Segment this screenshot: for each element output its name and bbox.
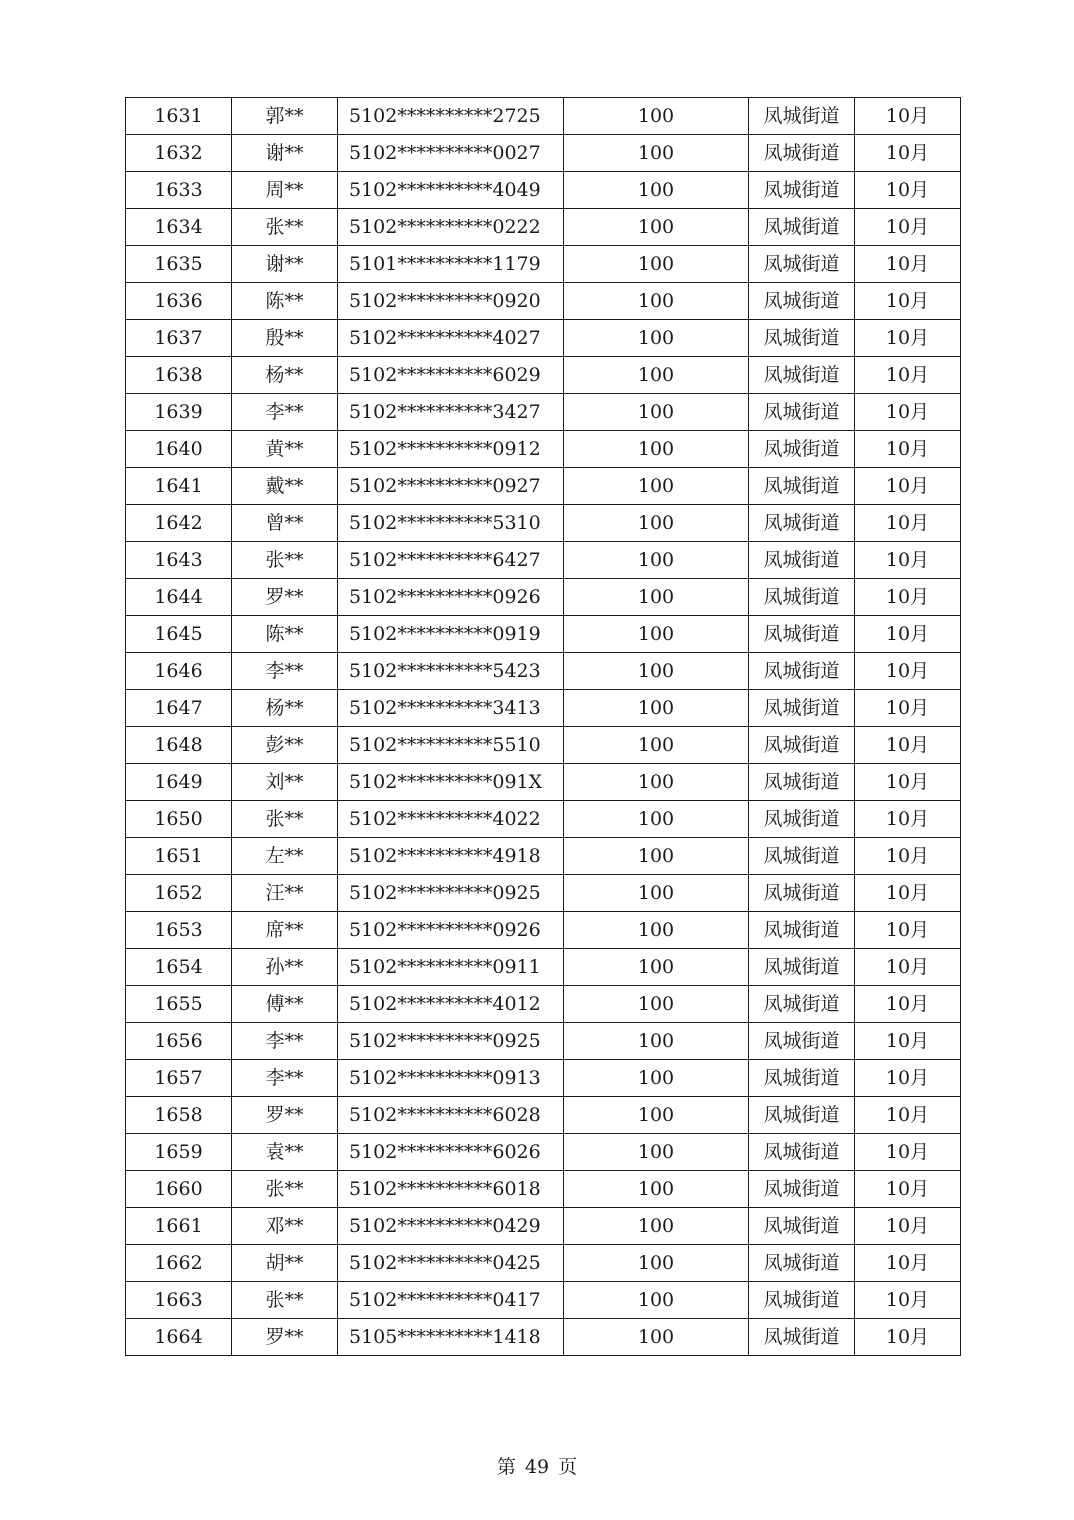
street-cell: 凤城街道 bbox=[749, 542, 855, 579]
table-row bbox=[126, 172, 961, 209]
name-cell: 席** bbox=[232, 912, 338, 949]
row-number-cell: 1632 bbox=[126, 135, 232, 172]
month-cell: 10月 bbox=[855, 209, 961, 246]
amount-cell: 100 bbox=[564, 1208, 749, 1245]
amount-cell: 100 bbox=[564, 801, 749, 838]
month-cell: 10月 bbox=[855, 949, 961, 986]
id-number-cell: 5102**********5510 bbox=[338, 727, 564, 764]
row-number-cell: 1636 bbox=[126, 283, 232, 320]
table-row bbox=[126, 653, 961, 690]
month-cell: 10月 bbox=[855, 468, 961, 505]
amount-cell: 100 bbox=[564, 468, 749, 505]
amount-cell: 100 bbox=[564, 949, 749, 986]
month-cell: 10月 bbox=[855, 283, 961, 320]
table-row bbox=[126, 246, 961, 283]
row-number-cell: 1648 bbox=[126, 727, 232, 764]
id-number-cell: 5102**********5423 bbox=[338, 653, 564, 690]
amount-cell: 100 bbox=[564, 875, 749, 912]
row-number-cell: 1640 bbox=[126, 431, 232, 468]
amount-cell: 100 bbox=[564, 394, 749, 431]
row-number-cell: 1659 bbox=[126, 1134, 232, 1171]
row-number-cell: 1660 bbox=[126, 1171, 232, 1208]
street-cell: 凤城街道 bbox=[749, 653, 855, 690]
table-row bbox=[126, 801, 961, 838]
row-number-cell: 1661 bbox=[126, 1208, 232, 1245]
street-cell: 凤城街道 bbox=[749, 1097, 855, 1134]
street-cell: 凤城街道 bbox=[749, 616, 855, 653]
name-cell: 陈** bbox=[232, 283, 338, 320]
street-cell: 凤城街道 bbox=[749, 912, 855, 949]
street-cell: 凤城街道 bbox=[749, 431, 855, 468]
id-number-cell: 5105**********1418 bbox=[338, 1319, 564, 1356]
name-cell: 彭** bbox=[232, 727, 338, 764]
street-cell: 凤城街道 bbox=[749, 172, 855, 209]
month-cell: 10月 bbox=[855, 875, 961, 912]
month-cell: 10月 bbox=[855, 579, 961, 616]
id-number-cell: 5102**********4027 bbox=[338, 320, 564, 357]
month-cell: 10月 bbox=[855, 172, 961, 209]
row-number-cell: 1655 bbox=[126, 986, 232, 1023]
id-number-cell: 5102**********0925 bbox=[338, 875, 564, 912]
page-number-prefix: 第 bbox=[496, 1456, 516, 1478]
row-number-cell: 1664 bbox=[126, 1319, 232, 1356]
table-row bbox=[126, 394, 961, 431]
row-number-cell: 1656 bbox=[126, 1023, 232, 1060]
row-number-cell: 1658 bbox=[126, 1097, 232, 1134]
amount-cell: 100 bbox=[564, 246, 749, 283]
amount-cell: 100 bbox=[564, 283, 749, 320]
name-cell: 袁** bbox=[232, 1134, 338, 1171]
street-cell: 凤城街道 bbox=[749, 283, 855, 320]
amount-cell: 100 bbox=[564, 912, 749, 949]
month-cell: 10月 bbox=[855, 1208, 961, 1245]
row-number-cell: 1635 bbox=[126, 246, 232, 283]
name-cell: 张** bbox=[232, 1171, 338, 1208]
id-number-cell: 5102**********0925 bbox=[338, 1023, 564, 1060]
row-number-cell: 1643 bbox=[126, 542, 232, 579]
id-number-cell: 5102**********0926 bbox=[338, 912, 564, 949]
row-number-cell: 1653 bbox=[126, 912, 232, 949]
month-cell: 10月 bbox=[855, 431, 961, 468]
name-cell: 李** bbox=[232, 653, 338, 690]
name-cell: 左** bbox=[232, 838, 338, 875]
street-cell: 凤城街道 bbox=[749, 1245, 855, 1282]
id-number-cell: 5102**********0417 bbox=[338, 1282, 564, 1319]
street-cell: 凤城街道 bbox=[749, 690, 855, 727]
table-row bbox=[126, 616, 961, 653]
month-cell: 10月 bbox=[855, 912, 961, 949]
street-cell: 凤城街道 bbox=[749, 838, 855, 875]
row-number-cell: 1633 bbox=[126, 172, 232, 209]
table-row bbox=[126, 1245, 961, 1282]
street-cell: 凤城街道 bbox=[749, 98, 855, 135]
amount-cell: 100 bbox=[564, 1097, 749, 1134]
table-row bbox=[126, 727, 961, 764]
street-cell: 凤城街道 bbox=[749, 764, 855, 801]
name-cell: 孙** bbox=[232, 949, 338, 986]
roster-table bbox=[125, 97, 961, 1356]
amount-cell: 100 bbox=[564, 986, 749, 1023]
month-cell: 10月 bbox=[855, 727, 961, 764]
name-cell: 李** bbox=[232, 1023, 338, 1060]
month-cell: 10月 bbox=[855, 1134, 961, 1171]
amount-cell: 100 bbox=[564, 431, 749, 468]
name-cell: 李** bbox=[232, 1060, 338, 1097]
month-cell: 10月 bbox=[855, 135, 961, 172]
table-row bbox=[126, 1282, 961, 1319]
row-number-cell: 1645 bbox=[126, 616, 232, 653]
name-cell: 张** bbox=[232, 801, 338, 838]
month-cell: 10月 bbox=[855, 1245, 961, 1282]
amount-cell: 100 bbox=[564, 135, 749, 172]
name-cell: 罗** bbox=[232, 1097, 338, 1134]
month-cell: 10月 bbox=[855, 394, 961, 431]
row-number-cell: 1637 bbox=[126, 320, 232, 357]
id-number-cell: 5102**********2725 bbox=[338, 98, 564, 135]
street-cell: 凤城街道 bbox=[749, 394, 855, 431]
month-cell: 10月 bbox=[855, 764, 961, 801]
month-cell: 10月 bbox=[855, 320, 961, 357]
table-row bbox=[126, 1023, 961, 1060]
amount-cell: 100 bbox=[564, 764, 749, 801]
id-number-cell: 5102**********0920 bbox=[338, 283, 564, 320]
street-cell: 凤城街道 bbox=[749, 468, 855, 505]
name-cell: 谢** bbox=[232, 135, 338, 172]
row-number-cell: 1634 bbox=[126, 209, 232, 246]
street-cell: 凤城街道 bbox=[749, 949, 855, 986]
month-cell: 10月 bbox=[855, 690, 961, 727]
table-row bbox=[126, 468, 961, 505]
table-row bbox=[126, 542, 961, 579]
table-row bbox=[126, 357, 961, 394]
street-cell: 凤城街道 bbox=[749, 1134, 855, 1171]
id-number-cell: 5102**********0429 bbox=[338, 1208, 564, 1245]
amount-cell: 100 bbox=[564, 1060, 749, 1097]
street-cell: 凤城街道 bbox=[749, 209, 855, 246]
amount-cell: 100 bbox=[564, 1023, 749, 1060]
street-cell: 凤城街道 bbox=[749, 875, 855, 912]
street-cell: 凤城街道 bbox=[749, 357, 855, 394]
month-cell: 10月 bbox=[855, 1060, 961, 1097]
table-row bbox=[126, 1134, 961, 1171]
month-cell: 10月 bbox=[855, 505, 961, 542]
table-row bbox=[126, 98, 961, 135]
id-number-cell: 5102**********6427 bbox=[338, 542, 564, 579]
amount-cell: 100 bbox=[564, 1245, 749, 1282]
name-cell: 胡** bbox=[232, 1245, 338, 1282]
page-number: 49 bbox=[524, 1456, 550, 1478]
table-row bbox=[126, 764, 961, 801]
row-number-cell: 1650 bbox=[126, 801, 232, 838]
id-number-cell: 5102**********5310 bbox=[338, 505, 564, 542]
month-cell: 10月 bbox=[855, 98, 961, 135]
table-row bbox=[126, 949, 961, 986]
amount-cell: 100 bbox=[564, 616, 749, 653]
table-row bbox=[126, 1319, 961, 1356]
id-number-cell: 5102**********0913 bbox=[338, 1060, 564, 1097]
id-number-cell: 5102**********4918 bbox=[338, 838, 564, 875]
street-cell: 凤城街道 bbox=[749, 1060, 855, 1097]
table-row bbox=[126, 505, 961, 542]
amount-cell: 100 bbox=[564, 320, 749, 357]
street-cell: 凤城街道 bbox=[749, 246, 855, 283]
street-cell: 凤城街道 bbox=[749, 320, 855, 357]
name-cell: 张** bbox=[232, 1282, 338, 1319]
page-footer bbox=[0, 1456, 1074, 1478]
id-number-cell: 5102**********0919 bbox=[338, 616, 564, 653]
amount-cell: 100 bbox=[564, 838, 749, 875]
row-number-cell: 1647 bbox=[126, 690, 232, 727]
table-row bbox=[126, 875, 961, 912]
id-number-cell: 5102**********0926 bbox=[338, 579, 564, 616]
street-cell: 凤城街道 bbox=[749, 986, 855, 1023]
table-row bbox=[126, 209, 961, 246]
row-number-cell: 1639 bbox=[126, 394, 232, 431]
month-cell: 10月 bbox=[855, 616, 961, 653]
amount-cell: 100 bbox=[564, 653, 749, 690]
street-cell: 凤城街道 bbox=[749, 1208, 855, 1245]
street-cell: 凤城街道 bbox=[749, 1282, 855, 1319]
month-cell: 10月 bbox=[855, 1171, 961, 1208]
street-cell: 凤城街道 bbox=[749, 1319, 855, 1356]
table-row bbox=[126, 838, 961, 875]
name-cell: 张** bbox=[232, 209, 338, 246]
name-cell: 曾** bbox=[232, 505, 338, 542]
id-number-cell: 5102**********0911 bbox=[338, 949, 564, 986]
table-row bbox=[126, 320, 961, 357]
name-cell: 罗** bbox=[232, 1319, 338, 1356]
name-cell: 戴** bbox=[232, 468, 338, 505]
amount-cell: 100 bbox=[564, 357, 749, 394]
id-number-cell: 5102**********4022 bbox=[338, 801, 564, 838]
id-number-cell: 5102**********0222 bbox=[338, 209, 564, 246]
row-number-cell: 1663 bbox=[126, 1282, 232, 1319]
table-row bbox=[126, 1097, 961, 1134]
table-row bbox=[126, 986, 961, 1023]
amount-cell: 100 bbox=[564, 579, 749, 616]
table-row bbox=[126, 1060, 961, 1097]
amount-cell: 100 bbox=[564, 1282, 749, 1319]
amount-cell: 100 bbox=[564, 505, 749, 542]
id-number-cell: 5102**********091X bbox=[338, 764, 564, 801]
street-cell: 凤城街道 bbox=[749, 1023, 855, 1060]
street-cell: 凤城街道 bbox=[749, 579, 855, 616]
id-number-cell: 5102**********0927 bbox=[338, 468, 564, 505]
month-cell: 10月 bbox=[855, 986, 961, 1023]
row-number-cell: 1662 bbox=[126, 1245, 232, 1282]
table-row bbox=[126, 135, 961, 172]
name-cell: 张** bbox=[232, 542, 338, 579]
row-number-cell: 1649 bbox=[126, 764, 232, 801]
row-number-cell: 1644 bbox=[126, 579, 232, 616]
amount-cell: 100 bbox=[564, 542, 749, 579]
name-cell: 汪** bbox=[232, 875, 338, 912]
row-number-cell: 1646 bbox=[126, 653, 232, 690]
table-row bbox=[126, 283, 961, 320]
name-cell: 邓** bbox=[232, 1208, 338, 1245]
id-number-cell: 5102**********4012 bbox=[338, 986, 564, 1023]
table-row bbox=[126, 579, 961, 616]
id-number-cell: 5102**********0027 bbox=[338, 135, 564, 172]
street-cell: 凤城街道 bbox=[749, 727, 855, 764]
page-number-suffix: 页 bbox=[558, 1456, 578, 1478]
id-number-cell: 5101**********1179 bbox=[338, 246, 564, 283]
name-cell: 杨** bbox=[232, 690, 338, 727]
name-cell: 罗** bbox=[232, 579, 338, 616]
amount-cell: 100 bbox=[564, 1319, 749, 1356]
month-cell: 10月 bbox=[855, 1319, 961, 1356]
row-number-cell: 1642 bbox=[126, 505, 232, 542]
amount-cell: 100 bbox=[564, 172, 749, 209]
name-cell: 郭** bbox=[232, 98, 338, 135]
name-cell: 杨** bbox=[232, 357, 338, 394]
month-cell: 10月 bbox=[855, 542, 961, 579]
id-number-cell: 5102**********0425 bbox=[338, 1245, 564, 1282]
month-cell: 10月 bbox=[855, 801, 961, 838]
month-cell: 10月 bbox=[855, 1282, 961, 1319]
id-number-cell: 5102**********3413 bbox=[338, 690, 564, 727]
row-number-cell: 1638 bbox=[126, 357, 232, 394]
table-row bbox=[126, 431, 961, 468]
row-number-cell: 1654 bbox=[126, 949, 232, 986]
table-row bbox=[126, 690, 961, 727]
street-cell: 凤城街道 bbox=[749, 801, 855, 838]
street-cell: 凤城街道 bbox=[749, 505, 855, 542]
amount-cell: 100 bbox=[564, 1171, 749, 1208]
roster-table-body bbox=[126, 98, 961, 1356]
amount-cell: 100 bbox=[564, 727, 749, 764]
row-number-cell: 1657 bbox=[126, 1060, 232, 1097]
amount-cell: 100 bbox=[564, 690, 749, 727]
month-cell: 10月 bbox=[855, 653, 961, 690]
name-cell: 傅** bbox=[232, 986, 338, 1023]
amount-cell: 100 bbox=[564, 98, 749, 135]
name-cell: 陈** bbox=[232, 616, 338, 653]
row-number-cell: 1651 bbox=[126, 838, 232, 875]
id-number-cell: 5102**********6029 bbox=[338, 357, 564, 394]
table-row bbox=[126, 1208, 961, 1245]
table-row bbox=[126, 912, 961, 949]
id-number-cell: 5102**********4049 bbox=[338, 172, 564, 209]
id-number-cell: 5102**********0912 bbox=[338, 431, 564, 468]
amount-cell: 100 bbox=[564, 1134, 749, 1171]
street-cell: 凤城街道 bbox=[749, 135, 855, 172]
id-number-cell: 5102**********6028 bbox=[338, 1097, 564, 1134]
table-row bbox=[126, 1171, 961, 1208]
row-number-cell: 1631 bbox=[126, 98, 232, 135]
month-cell: 10月 bbox=[855, 1097, 961, 1134]
month-cell: 10月 bbox=[855, 1023, 961, 1060]
month-cell: 10月 bbox=[855, 357, 961, 394]
name-cell: 周** bbox=[232, 172, 338, 209]
amount-cell: 100 bbox=[564, 209, 749, 246]
id-number-cell: 5102**********6018 bbox=[338, 1171, 564, 1208]
name-cell: 李** bbox=[232, 394, 338, 431]
id-number-cell: 5102**********3427 bbox=[338, 394, 564, 431]
id-number-cell: 5102**********6026 bbox=[338, 1134, 564, 1171]
month-cell: 10月 bbox=[855, 246, 961, 283]
street-cell: 凤城街道 bbox=[749, 1171, 855, 1208]
name-cell: 黄** bbox=[232, 431, 338, 468]
name-cell: 刘** bbox=[232, 764, 338, 801]
name-cell: 殷** bbox=[232, 320, 338, 357]
row-number-cell: 1641 bbox=[126, 468, 232, 505]
month-cell: 10月 bbox=[855, 838, 961, 875]
row-number-cell: 1652 bbox=[126, 875, 232, 912]
name-cell: 谢** bbox=[232, 246, 338, 283]
